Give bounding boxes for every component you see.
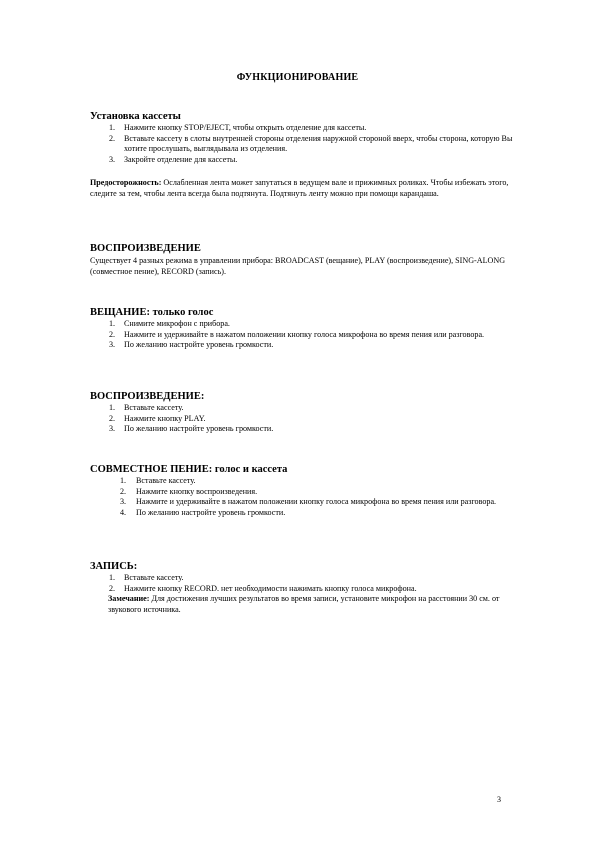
list-item: 2. Нажмите кнопку RECORD. нет необходимости нажимать кнопку голоса микрофона.	[109, 583, 417, 593]
list-item: 1. Снимите микрофон с прибора.	[109, 319, 230, 328]
list-item: 3. Закройте отделение для кассеты.	[109, 154, 238, 164]
note-text: Для достижения лучших результатов во время записи, установите микрофон на расстоянии 30 см. от звукового источника.	[108, 594, 500, 614]
section-heading: ВОСПРОИЗВЕДЕНИЕ	[90, 243, 201, 254]
section-record	[90, 560, 520, 615]
page-title: ФУНКЦИОНИРОВАНИЕ	[236, 72, 359, 83]
record-steps	[90, 573, 520, 594]
section-heading: СОВМЕСТНОЕ ПЕНИЕ: голос и кассета	[90, 464, 288, 475]
list-item: 3. По желанию настройте уровень громкости.	[109, 424, 274, 433]
section-heading: Установка кассеты	[90, 111, 181, 122]
section-heading: ЗАПИСЬ:	[90, 561, 138, 572]
caution-label: Предосторожность:	[90, 178, 162, 187]
list-item: 2. Нажмите кнопку PLAY.	[109, 413, 206, 423]
note-paragraph	[90, 594, 520, 615]
section-heading: ВОСПРОИЗВЕДЕНИЕ:	[90, 391, 205, 402]
list-item: 1. Вставьте кассету.	[109, 403, 184, 412]
note-label: Замечание:	[108, 594, 150, 603]
list-item: 3. По желанию настройте уровень громкости.	[109, 340, 274, 349]
list-item: 3. Нажмите и удерживайте в нажатом положении кнопку голоса микрофона во время пения или разговора.	[120, 497, 497, 506]
list-item: 2. Вставьте кассету в слоты внутренней стороны отделения наружной стороной вверх, чтобы сторона, которую Вы хотите прослушать, выглядывала из отделения.	[109, 133, 513, 153]
list-item: 1. Нажмите кнопку STOP/EJECT, чтобы открыть отделение для кассеты.	[109, 123, 367, 132]
section-singalong	[90, 463, 520, 518]
play-steps	[90, 403, 520, 435]
caution-paragraph	[90, 177, 520, 199]
broadcast-steps	[90, 319, 520, 351]
page-number: 3	[497, 795, 501, 804]
section-cassette	[90, 110, 520, 199]
cassette-steps	[90, 123, 520, 165]
singalong-steps	[90, 476, 520, 518]
list-item: 1. Вставьте кассету.	[120, 476, 196, 485]
list-item: 4. По желанию настройте уровень громкости.	[120, 507, 286, 517]
list-item: 2. Нажмите кнопку воспроизведения.	[120, 486, 258, 496]
section-heading: ВЕЩАНИЕ: только голос	[90, 307, 214, 318]
modes-paragraph: Существует 4 разных режима в управлении прибора: BROADCAST (вещание), PLAY (воспроизведение), SING-ALONG (совместное пение), RECORD (запись).	[90, 256, 506, 276]
section-playback-intro	[90, 242, 520, 277]
section-play	[90, 390, 520, 435]
caution-text: Ослабленная лента может запутаться в ведущем вале и прижимных роликах. Чтобы избежать этого, следите за тем, чтобы лента всегда была подтянута. Подтянуть ленту можно при помощи карандаша.	[90, 178, 509, 198]
list-item: 1. Вставьте кассету.	[109, 573, 184, 582]
section-broadcast	[90, 306, 520, 351]
list-item: 2. Нажмите и удерживайте в нажатом положении кнопку голоса микрофона во время пения или разговора.	[109, 329, 485, 339]
